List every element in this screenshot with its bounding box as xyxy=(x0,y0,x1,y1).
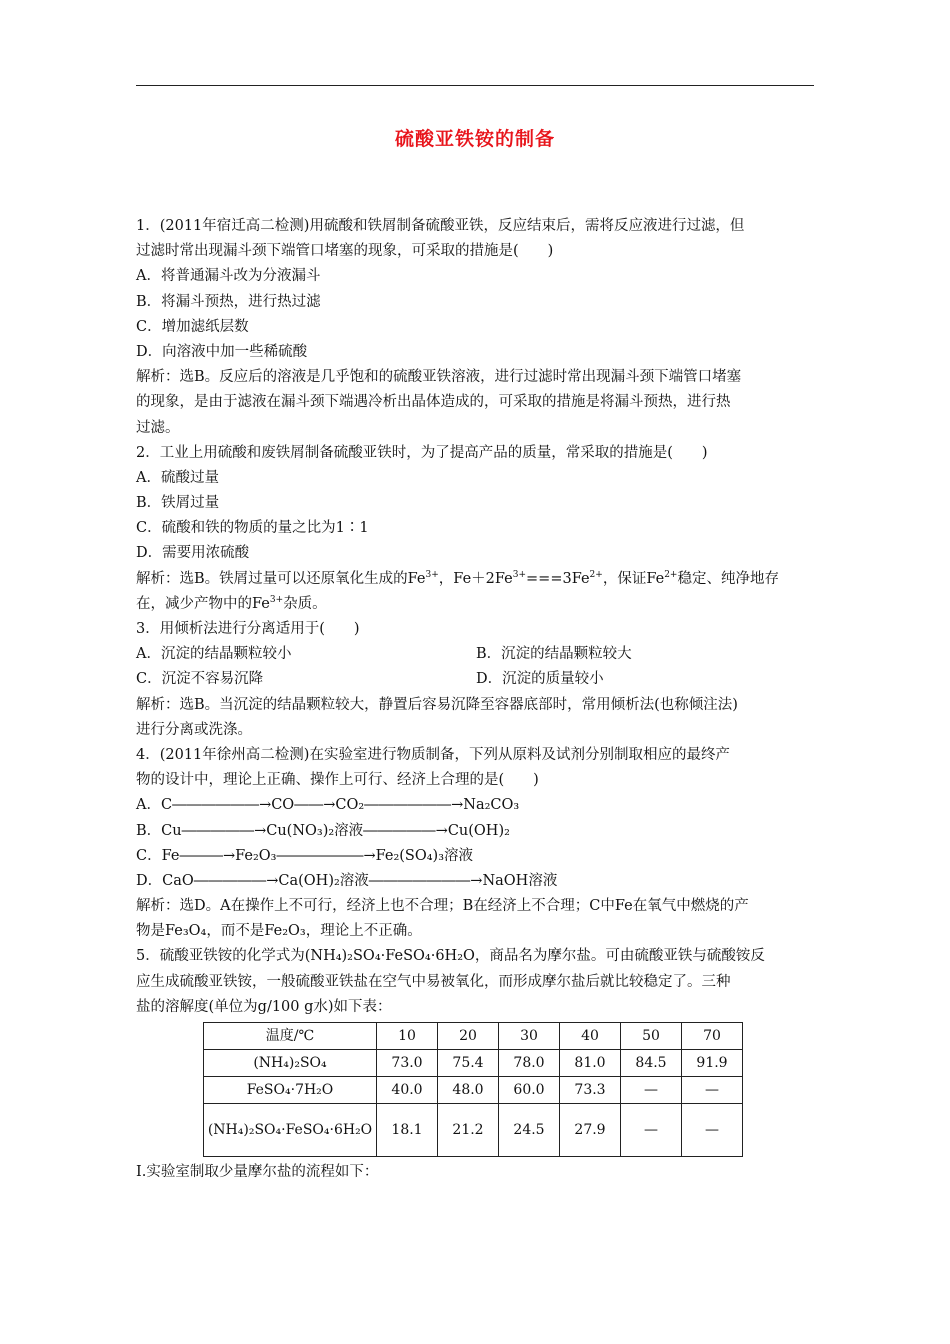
q4-stem-line-1: 4．(2011年徐州高二检测)在实验室进行物质制备，下列从原料及试剂分别制取相应的最终产 xyxy=(136,746,730,763)
q3-answer-line-2: 进行分离或洗涤。 xyxy=(136,721,252,738)
q5-stem-line-1: 5．硫酸亚铁铵的化学式为(NH₄)₂SO₄·FeSO₄·6H₂O，商品名为摩尔盐。可由硫酸亚铁与硫酸铵反 xyxy=(136,948,765,965)
q4-stem-line-2: 物的设计中，理论上正确、操作上可行、经济上合理的是( ) xyxy=(136,772,539,789)
q1-option-b: B．将漏斗预热，进行热过滤 xyxy=(136,293,321,310)
q3-option-a: A．沉淀的结晶颗粒较小 xyxy=(136,646,292,663)
q4-option-a: A．C――――――→CO――→CO₂――――――→Na₂CO₃ xyxy=(136,797,520,814)
q2-answer-text: ，保证Fe xyxy=(602,570,665,587)
table-header-cell: 50 xyxy=(621,1023,682,1050)
table-cell: — xyxy=(621,1104,682,1157)
q3-options-row-2 xyxy=(136,667,816,692)
q2-answer-line-2 xyxy=(136,592,816,617)
q3-stem-line-1: 3．用倾析法进行分离适用于( ) xyxy=(136,621,360,637)
q3-option-c: C．沉淀不容易沉降 xyxy=(136,671,264,688)
table-cell: 73.3 xyxy=(560,1077,621,1104)
table-cell: 40.0 xyxy=(377,1077,438,1104)
q2-option-a: A．硫酸过量 xyxy=(136,469,219,486)
table-cell: 18.1 xyxy=(377,1104,438,1157)
q1-option-a: A．将普通漏斗改为分液漏斗 xyxy=(136,268,321,285)
charge-superscript: 2+ xyxy=(664,569,678,580)
q1-option-c: C．增加滤纸层数 xyxy=(136,318,249,335)
q5-stem-line-3: 盐的溶解度(单位为g/100 g水)如下表： xyxy=(136,998,392,1015)
table-row xyxy=(204,1104,743,1157)
charge-superscript: 2+ xyxy=(589,569,603,580)
table-header-cell: 70 xyxy=(682,1023,743,1050)
table-cell: 73.0 xyxy=(377,1050,438,1077)
solubility-table xyxy=(203,1022,743,1157)
header-rule xyxy=(136,85,814,86)
table-cell: 27.9 xyxy=(560,1104,621,1157)
q2-stem-line-1: 2．工业上用硫酸和废铁屑制备硫酸亚铁时，为了提高产品的质量，常采取的措施是( ) xyxy=(136,444,708,461)
q2-option-b: B．铁屑过量 xyxy=(136,495,220,512)
table-cell: 78.0 xyxy=(499,1050,560,1077)
q1-answer-line-2: 的现象，是由于滤液在漏斗颈下端遇冷析出晶体造成的，可采取的措施是将漏斗预热，进行热 xyxy=(136,394,731,411)
q2-answer-text: 杂质。 xyxy=(283,595,327,612)
table-cell: 91.9 xyxy=(682,1050,743,1077)
q2-option-d: D．需要用浓硫酸 xyxy=(136,545,250,562)
q1-option-d: D．向溶液中加一些稀硫酸 xyxy=(136,343,308,360)
table-row xyxy=(204,1050,743,1077)
table-header-cell: 温度/℃ xyxy=(204,1023,377,1050)
table-header-cell: 40 xyxy=(560,1023,621,1050)
table-header-row xyxy=(204,1023,743,1050)
q2-answer-text: ===3Fe xyxy=(526,570,590,587)
table-cell: 48.0 xyxy=(438,1077,499,1104)
q2-answer-text: 解析：选B。铁屑过量可以还原氧化生成的Fe xyxy=(136,570,426,587)
q2-answer-text: 稳定、纯净地存 xyxy=(677,570,779,587)
table-cell: (NH₄)₂SO₄ xyxy=(204,1050,377,1077)
table-row xyxy=(204,1077,743,1104)
q4-option-c: C．Fe―――→Fe₂O₃――――――→Fe₂(SO₄)₃溶液 xyxy=(136,847,474,864)
q3-option-b: B．沉淀的结晶颗粒较大 xyxy=(476,646,632,663)
table-cell: 60.0 xyxy=(499,1077,560,1104)
q5-part-1-heading: Ⅰ.实验室制取少量摩尔盐的流程如下： xyxy=(136,1164,379,1180)
charge-superscript: 3+ xyxy=(425,569,439,580)
q1-stem-line-1: 1．(2011年宿迁高二检测)用硫酸和铁屑制备硫酸亚铁，反应结束后，需将反应液进行过滤，但 xyxy=(136,218,745,234)
charge-superscript: 3+ xyxy=(512,569,527,580)
table-header-cell: 20 xyxy=(438,1023,499,1050)
table-cell: 84.5 xyxy=(621,1050,682,1077)
document-body xyxy=(136,214,816,1185)
table-header-cell: 30 xyxy=(499,1023,560,1050)
q1-answer-line-3: 过滤。 xyxy=(136,419,180,436)
table-cell: 24.5 xyxy=(499,1104,560,1157)
table-cell: 75.4 xyxy=(438,1050,499,1077)
q4-option-b: B．Cu―――――→Cu(NO₃)₂溶液―――――→Cu(OH)₂ xyxy=(136,822,510,839)
q5-stem-line-2: 应生成硫酸亚铁铵，一般硫酸亚铁盐在空气中易被氧化，而形成摩尔盐后就比较稳定了。三种 xyxy=(136,973,731,990)
charge-superscript: 3+ xyxy=(269,594,284,605)
page-title: 硫酸亚铁铵的制备 xyxy=(394,128,555,150)
table-cell: — xyxy=(682,1077,743,1104)
table-cell: 81.0 xyxy=(560,1050,621,1077)
q4-answer-line-2: 物是Fe₃O₄，而不是Fe₂O₃，理论上不正确。 xyxy=(136,923,422,940)
q3-options-row-1 xyxy=(136,642,816,667)
q2-answer-text: 在，减少产物中的Fe xyxy=(136,595,270,612)
q3-answer-line-1: 解析：选B。当沉淀的结晶颗粒较大，静置后容易沉降至容器底部时，常用倾析法(也称倾注法) xyxy=(136,696,738,713)
table-cell: 21.2 xyxy=(438,1104,499,1157)
q2-answer-line-1 xyxy=(136,567,816,592)
table-cell: — xyxy=(621,1077,682,1104)
q1-stem-line-2: 过滤时常出现漏斗颈下端管口堵塞的现象，可采取的措施是( ) xyxy=(136,243,554,260)
q3-option-d: D．沉淀的质量较小 xyxy=(476,671,604,688)
table-cell: — xyxy=(682,1104,743,1157)
q1-answer-line-1: 解析：选B。反应后的溶液是几乎饱和的硫酸亚铁溶液，进行过滤时常出现漏斗颈下端管口堵塞 xyxy=(136,369,742,386)
q4-answer-line-1: 解析：选D。A在操作上不可行，经济上也不合理；B在经济上不合理；C中Fe在氧气中燃烧的产 xyxy=(136,898,749,915)
q2-option-c: C．硫酸和铁的物质的量之比为1∶1 xyxy=(136,520,369,537)
table-header-cell: 10 xyxy=(377,1023,438,1050)
table-cell: FeSO₄·7H₂O xyxy=(204,1077,377,1104)
q4-option-d: D．CaO―――――→Ca(OH)₂溶液―――――――→NaOH溶液 xyxy=(136,872,558,889)
table-cell: (NH₄)₂SO₄·FeSO₄·6H₂O xyxy=(204,1104,377,1157)
q2-answer-text: ，Fe＋2Fe xyxy=(438,570,513,587)
